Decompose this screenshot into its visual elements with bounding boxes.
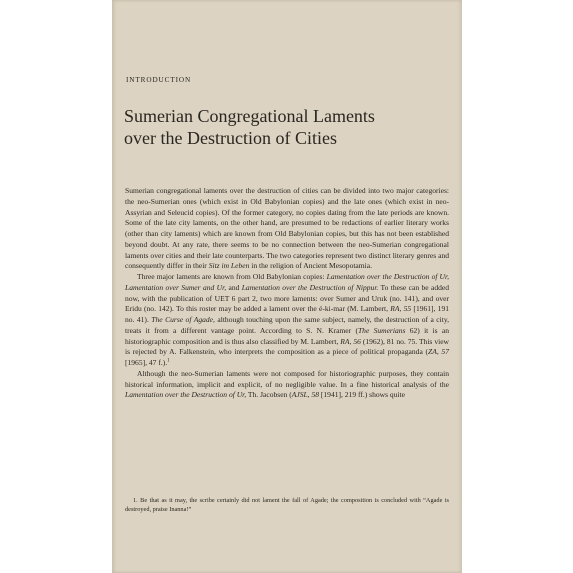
paragraph-2 — [125, 272, 449, 369]
p2-text-a: Three major laments are known from Old Babylonian copies: — [137, 272, 327, 281]
p2-italic-7: ZA, 57 — [428, 347, 449, 357]
paragraph-1-italic: Sitz im Leben — [208, 261, 250, 271]
p2-text-b: and — [226, 282, 242, 292]
paragraph-1 — [125, 186, 449, 272]
p3-text-b: Th. Jacobsen ( — [246, 390, 292, 400]
p3-text-a: Although the neo-Sumerian laments were not composed for historiographic purposes, they contain historical information, implicit and explicit, of no negligible value. In a fine historical analysis of the — [125, 368, 449, 389]
p3-text-c: [1941], 219 ff.) shows quite — [319, 390, 406, 400]
paragraph-1-end: in the religion of Ancient Mesopotamia. — [249, 261, 372, 271]
p2-italic-4: The Curse of Agade, — [151, 315, 215, 324]
p2-italic-1: Lamentation over the Destruction of Ur, Lamentation over Sumer and Ur, — [125, 272, 449, 292]
section-label: INTRODUCTION — [126, 76, 192, 84]
footnote-reference: 1 — [167, 358, 170, 364]
chapter-title-line-1: Sumerian Congregational Laments — [124, 106, 375, 126]
paragraph-3 — [125, 369, 449, 401]
chapter-title — [124, 105, 454, 149]
p3-italic-2: AJSL, 58 — [291, 390, 319, 400]
paragraph-1-text: Sumerian congregational laments over the destruction of cities can be divided into two major categories: the neo-Sumerian ones (which exist in Old Babylonian copies) and the late ones (which exist in neo-Assyrian and Seleucid copies). Of the former category, no copies dating from the late periods are known. Some of the late city laments, on the other hand, are presumed to be redactions of earlier literary works (other than city laments) which are known from Old Babylonian copies, but this has not been established beyond doubt. At any rate, there seems to be no connection between the neo-Sumerian congregational laments over cities and their late counterparts. The two categories represent two distinct literary genres and consequently differ in their — [125, 186, 449, 271]
chapter-title-line-2: over the Destruction of Cities — [124, 128, 337, 148]
p2-italic-2: Lamentation over the Destruction of Nippur. — [241, 282, 379, 292]
p2-text-c: To these can be added now, with the publication of UET 6 part 2, two more laments: over Sumer and Uruk (no. 141), and over Eridu (no. 142). To this roster may be added a lament over the é-ki-mar (M. Lambert, — [125, 282, 450, 314]
p3-italic-1: Lamentation over the Destruction of Ur, — [125, 390, 247, 400]
p2-italic-6: RA, 56 — [340, 336, 361, 346]
p2-text-e: although touching upon the same subject, namely, the destruction of a city, treats it from a different vantage point. According to S. N. Kramer ( — [125, 315, 449, 335]
p2-text-h: [1965], 47 f.). — [125, 358, 168, 367]
p2-italic-3: RA, 55 — [390, 304, 412, 314]
p2-text-g: (1962), 81 no. 75. This view is rejected by A. Falkenstein, who interprets the composition as a piece of political propaganda ( — [125, 336, 449, 357]
p2-text-f: 62) it is an historiographic composition and is thus also classified by M. Lambert, — [125, 325, 449, 346]
footnote: 1. Be that as it may, the scribe certainly did not lament the fall of Agade; the composition is concluded with “Agade is destroyed, praise Inanna!” — [125, 497, 449, 513]
p2-italic-5: The Sumerians — [357, 325, 406, 335]
body-text — [125, 186, 449, 401]
book-page — [112, 0, 462, 573]
p2-text-d: [1961], 191 no. 41). — [125, 304, 449, 324]
